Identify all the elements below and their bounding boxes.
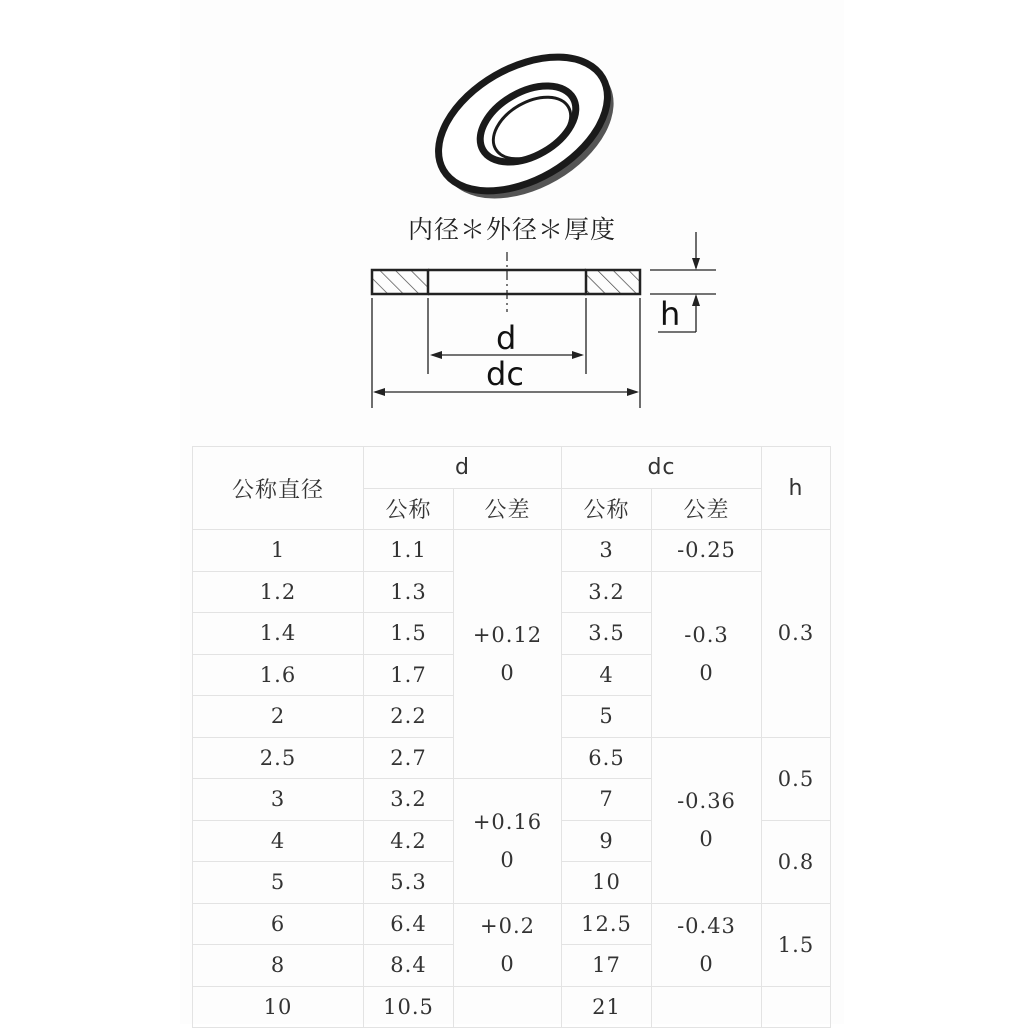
dc-tolerance-cell — [652, 986, 762, 1028]
d-nominal-cell: 2.7 — [364, 737, 454, 779]
washer-3d-view — [415, 30, 637, 227]
header-d: d — [364, 447, 562, 489]
size-cell: 1.2 — [193, 571, 364, 613]
header-dc-nominal: 公称 — [562, 488, 652, 530]
header-dc-tolerance: 公差 — [652, 488, 762, 530]
dc-nominal-cell: 12.5 — [562, 903, 652, 945]
d-nominal-cell: 4.2 — [364, 820, 454, 862]
size-cell: 3 — [193, 779, 364, 821]
h-cell: 0.5 — [762, 737, 831, 820]
d-nominal-cell: 1.5 — [364, 613, 454, 655]
drawing-caption: 内径＊外径＊厚度 — [407, 215, 616, 244]
dc-nominal-cell: 4 — [562, 654, 652, 696]
table-row — [193, 903, 831, 945]
h-cell: 1.5 — [762, 903, 831, 986]
washer-spec-table — [192, 446, 831, 1028]
d-nominal-cell: 10.5 — [364, 986, 454, 1028]
dc-tolerance-cell: -0.3 0 — [652, 571, 762, 737]
label-h: h — [660, 295, 681, 333]
dc-nominal-cell: 10 — [562, 862, 652, 904]
dc-tolerance-cell: -0.43 0 — [652, 903, 762, 986]
header-d-nominal: 公称 — [364, 488, 454, 530]
label-d: d — [496, 319, 517, 357]
header-d-tolerance: 公差 — [454, 488, 562, 530]
d-nominal-cell: 2.2 — [364, 696, 454, 738]
size-cell: 1.6 — [193, 654, 364, 696]
d-tolerance-cell: +0.2 0 — [454, 903, 562, 986]
d-tolerance-cell: +0.12 0 — [454, 530, 562, 779]
label-dc: dc — [486, 355, 524, 393]
d-nominal-cell: 6.4 — [364, 903, 454, 945]
size-cell: 6 — [193, 903, 364, 945]
dc-tolerance-cell: -0.25 — [652, 530, 762, 572]
dc-nominal-cell: 7 — [562, 779, 652, 821]
size-cell: 1 — [193, 530, 364, 572]
dc-nominal-cell: 6.5 — [562, 737, 652, 779]
dc-tolerance-cell: -0.36 0 — [652, 737, 762, 903]
h-cell: 0.3 — [762, 530, 831, 738]
size-cell: 4 — [193, 820, 364, 862]
size-cell: 2 — [193, 696, 364, 738]
header-nominal-size: 公称直径 — [193, 447, 364, 530]
size-cell: 2.5 — [193, 737, 364, 779]
dc-nominal-cell: 3.5 — [562, 613, 652, 655]
size-cell: 5 — [193, 862, 364, 904]
size-cell: 8 — [193, 945, 364, 987]
table-row — [193, 986, 831, 1028]
h-cell: 0.8 — [762, 820, 831, 903]
dc-nominal-cell: 5 — [562, 696, 652, 738]
header-h: h — [762, 447, 831, 530]
d-tolerance-cell: +0.16 0 — [454, 779, 562, 904]
dc-nominal-cell: 3 — [562, 530, 652, 572]
header-dc: dc — [562, 447, 762, 489]
dc-nominal-cell: 9 — [562, 820, 652, 862]
h-cell — [762, 986, 831, 1028]
d-nominal-cell: 5.3 — [364, 862, 454, 904]
dc-nominal-cell: 3.2 — [562, 571, 652, 613]
dc-nominal-cell: 21 — [562, 986, 652, 1028]
d-nominal-cell: 1.1 — [364, 530, 454, 572]
d-nominal-cell: 1.3 — [364, 571, 454, 613]
table-row — [193, 530, 831, 572]
d-nominal-cell: 1.7 — [364, 654, 454, 696]
d-nominal-cell: 8.4 — [364, 945, 454, 987]
size-cell: 10 — [193, 986, 364, 1028]
d-nominal-cell: 3.2 — [364, 779, 454, 821]
d-tolerance-cell — [454, 986, 562, 1028]
dc-nominal-cell: 17 — [562, 945, 652, 987]
size-cell: 1.4 — [193, 613, 364, 655]
